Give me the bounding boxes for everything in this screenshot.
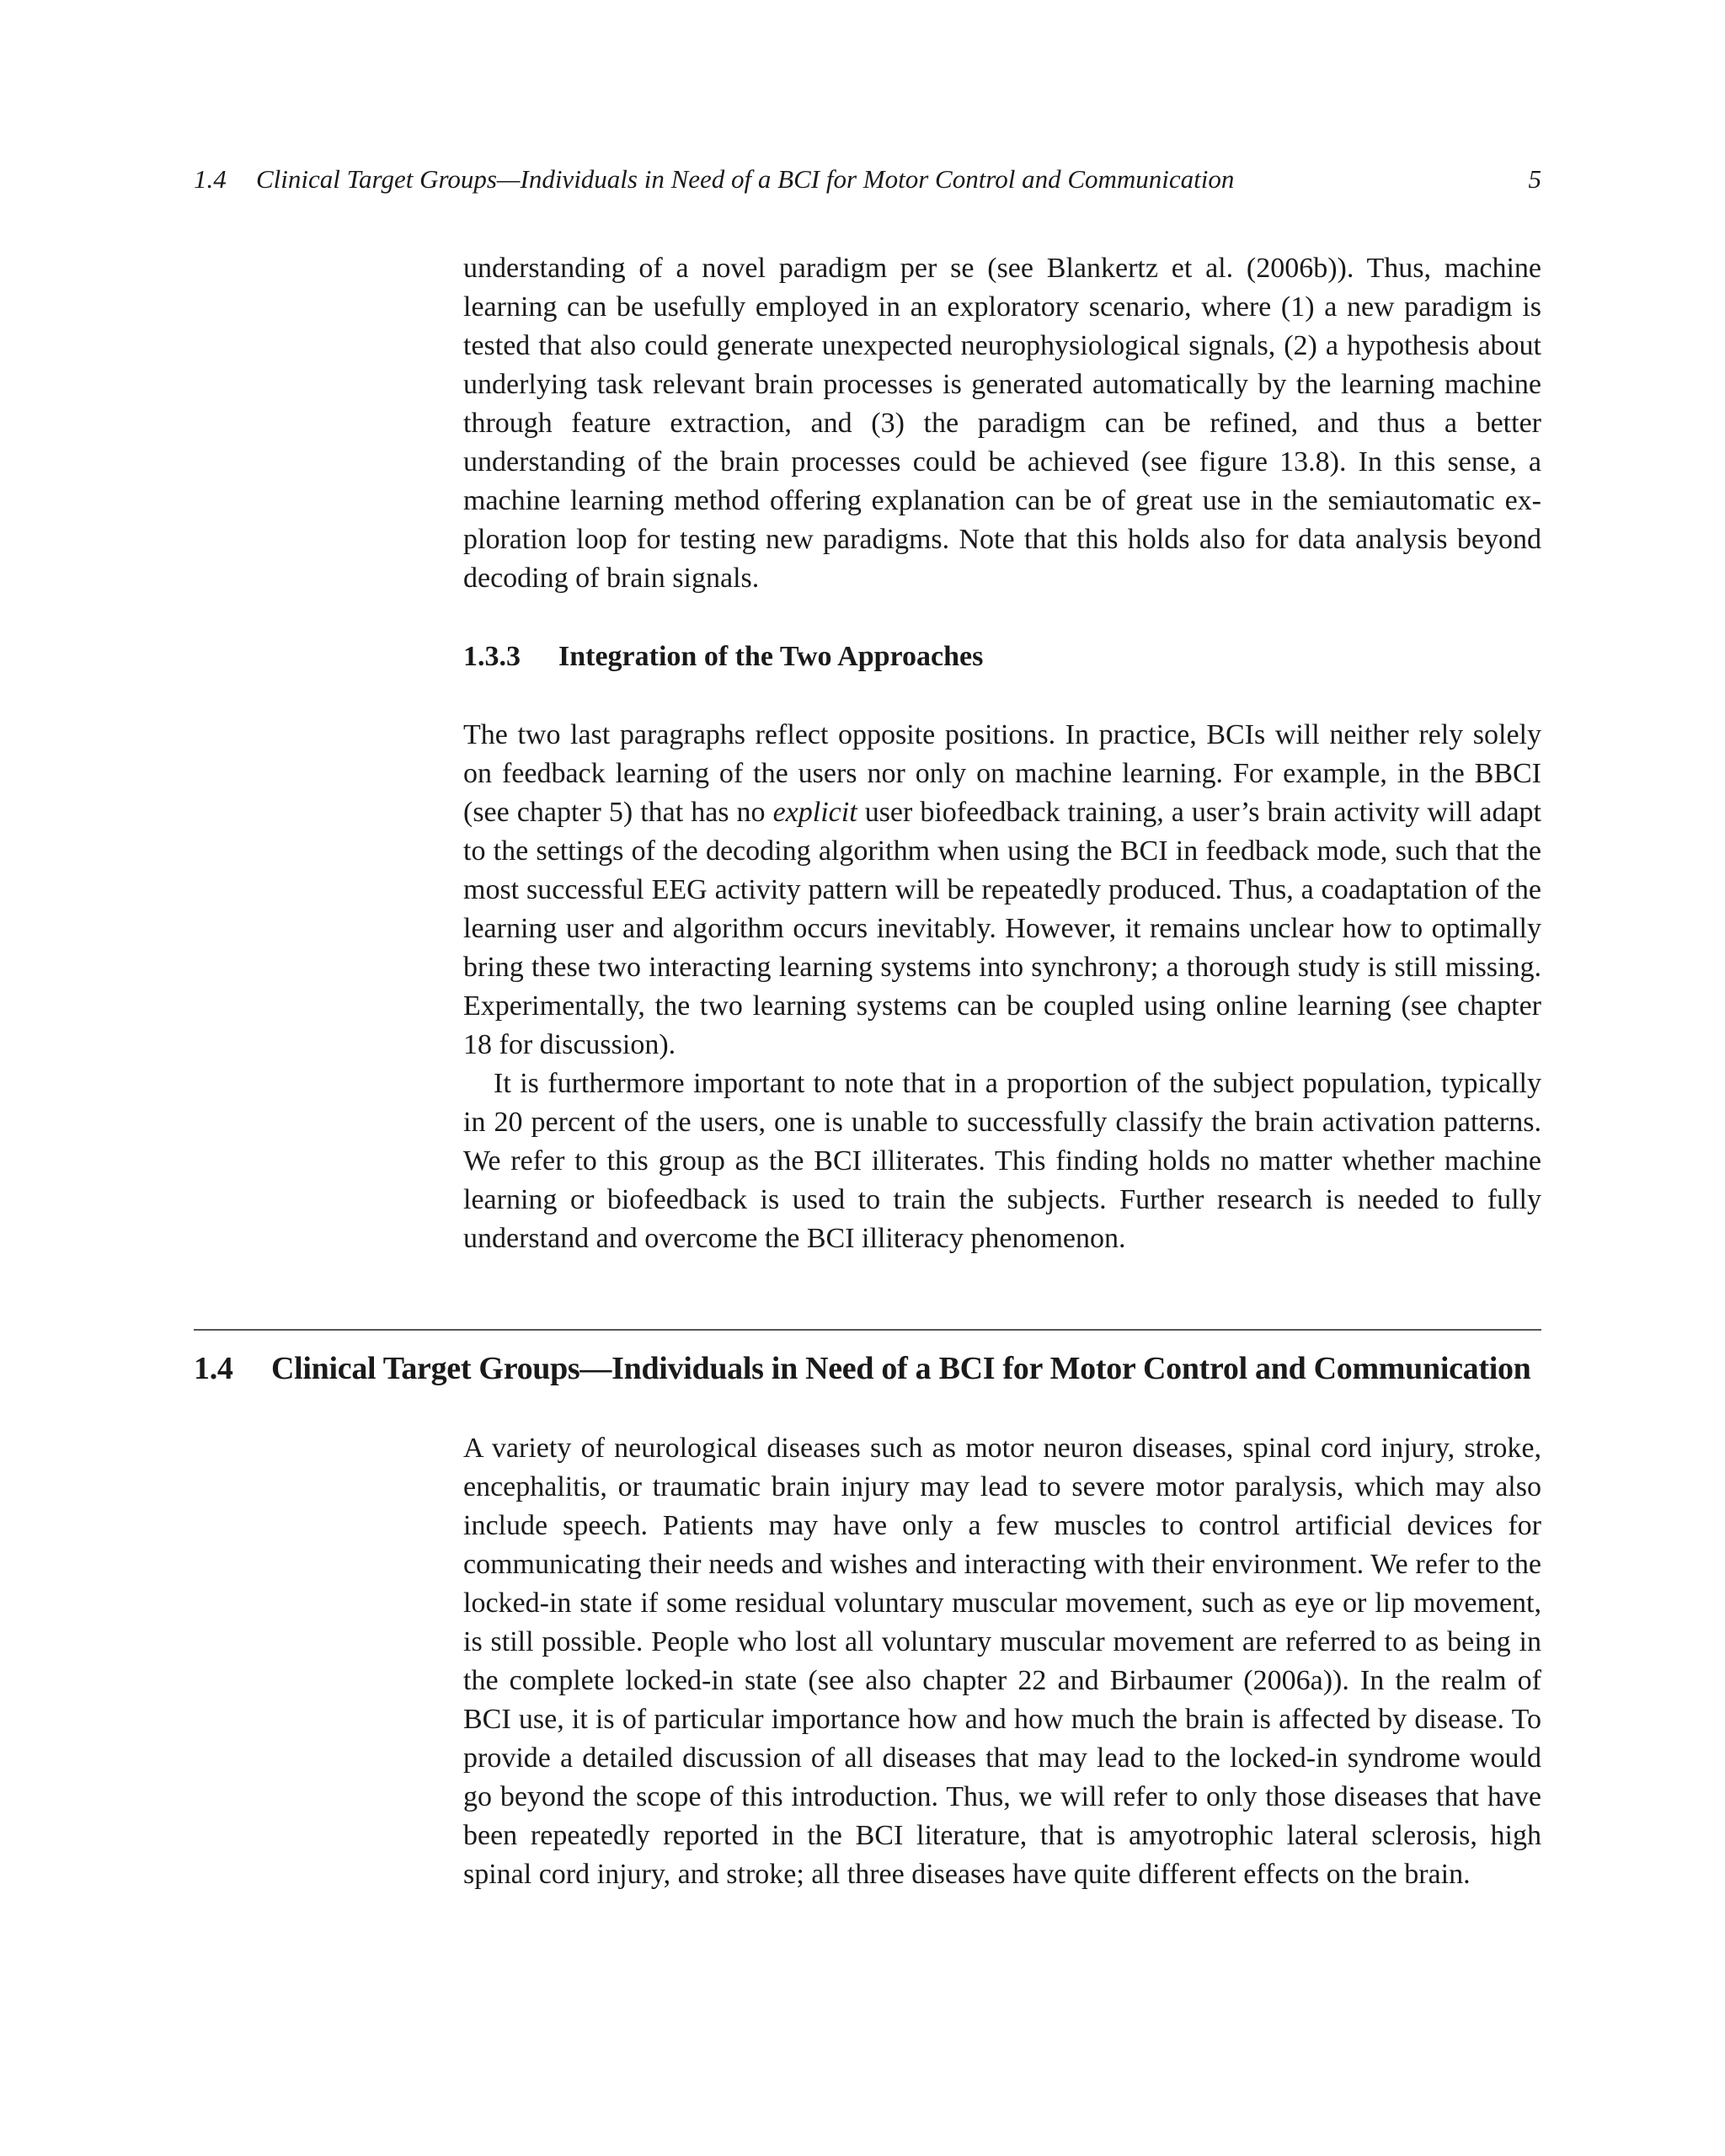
subsection-heading (463, 638, 983, 676)
paragraph-1-text-b: user biofeedback training, a user’s brain activity will adapt to the settings of the decoding algorithm when using the BCI in feedback mode, such that the most successful EEG activity pattern will be repeatedly produced. Thus, a coadaptation of the learning user and algorithm occurs inevitably. However, it remains unclear how to optimally bring these two interacting learning systems into synchrony; a thorough study is still missing. Experimentally, the two learning systems can be coupled using online learning (see chapter 18 for discussion). (463, 797, 1541, 1060)
section-paragraph: A variety of neurological diseases such as motor neuron diseases, spinal cord injury, stroke, encephalitis, or traumatic brain injury may lead to severe motor paralysis, which may also include speech. Patients may have only a few muscles to control artificial devices for communicating their needs and wishes and interacting with their environment. We refer to the locked-in state if some residual voluntary muscular movement, such as eye or lip movement, is still possible. People who lost all voluntary muscular movement are referred to as being in the complete locked-in state (see also chapter 22 and Birbaumer (2006a)). In the realm of BCI use, it is of particular importance how and how much the brain is affected by disease. To provide a detailed discussion of all diseases that may lead to the locked-in syndrome would go beyond the scope of this introduction. Thus, we will refer to only those diseases that have been repeatedly reported in the BCI literature, that is amyotrophic lateral sclerosis, high spinal cord injury, and stroke; all three diseases have quite different effects on the brain. (463, 1433, 1541, 1890)
section-heading (194, 1348, 1575, 1390)
subsection-paragraph-2: It is furthermore important to note that in a proportion of the subject population, typically in 20 percent of the users, one is unable to successfully classify the brain activation patterns. We refer to this group as the BCI illiterates. This finding holds no matter whether machine learning or biofeedback is used to train the subjects. Further research is needed to fully understand and overcome the BCI illiteracy phenomenon. (463, 1068, 1541, 1254)
subsection-number: 1.3.3 (463, 641, 521, 672)
running-head-section-number: 1.4 (194, 164, 227, 194)
subsection-title: Integration of the Two Approaches (558, 641, 984, 672)
section-divider (194, 1329, 1541, 1331)
running-head (194, 163, 1541, 196)
top-paragraph-block (463, 249, 1541, 598)
running-head-title: Clinical Target Groups—Individuals in Need of a BCI for Motor Control and Communication (256, 164, 1235, 194)
section-number: 1.4 (194, 1351, 233, 1386)
section-body (463, 1429, 1541, 1894)
emphasis-explicit: explicit (772, 797, 857, 828)
paragraph-1-text-a: The two last paragraphs reflect opposite positions. In practice, BCIs will neither rely solely on feedback learning of the users nor only on machine learning. For example, in the BBCI (see chapter 5) that has no (463, 719, 1541, 828)
page-number: 5 (1528, 164, 1541, 194)
subsection-paragraph-1 (463, 716, 1541, 1065)
subsection-body (463, 716, 1541, 1258)
top-paragraph: understanding of a novel paradigm per se (see Blankertz et al. (2006b)). Thus, machine learning can be usefully employed in an exploratory scenario, where (1) a new paradigm is tested that also could generate unexpected neurophysiological signals, (2) a hypothesis about underlying task relevant brain processes is generated automatically by the learning machine through feature extraction, and (3) the paradigm can be refined, and thus a better understanding of the brain processes could be achieved (see figure 13.8). In this sense, a machine learning method offering explanation can be of great use in the semiautomatic exploration loop for testing new paradigms. Note that this holds also for data analysis beyond decoding of brain signals. (463, 253, 1541, 594)
section-title: Clinical Target Groups—Individuals in Need of a BCI for Motor Control and Communication (271, 1351, 1531, 1386)
